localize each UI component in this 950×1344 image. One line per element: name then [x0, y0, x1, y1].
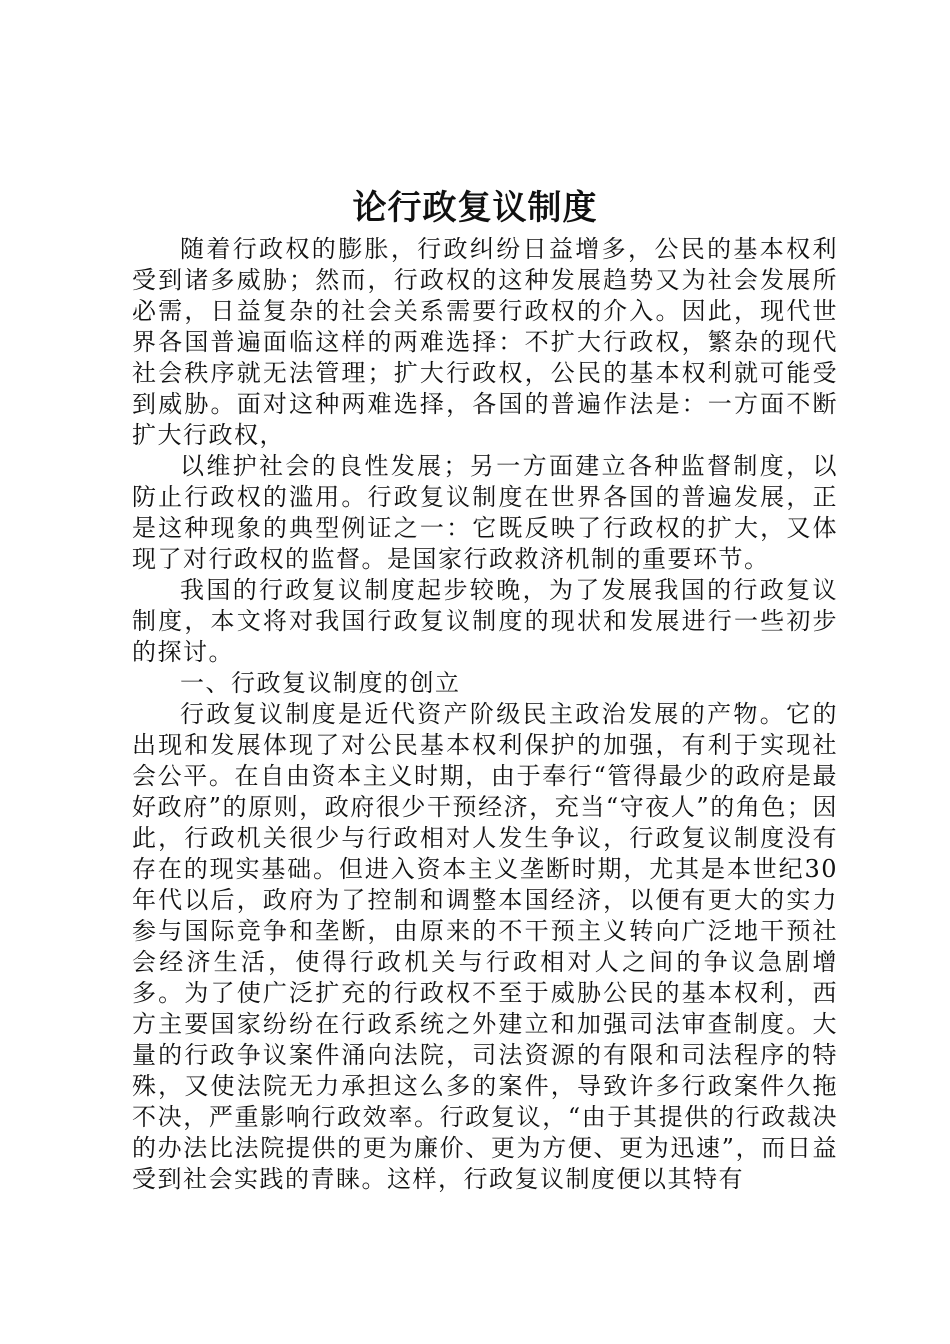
- paragraph-intro: 随着行政权的膨胀，行政纠纷日益增多，公民的基本权利受到诸多威胁；然而，行政权的这种发展趋势又为社会发展所必需，日益复杂的社会关系需要行政权的介入。因此，现代世界各国普遍面临这样的两难选择：不扩大行政权，繁杂的现代社会秩序就无法管理；扩大行政权，公民的基本权利就可能受到威胁。面对这种两难选择，各国的普遍作法是：一方面不断扩大行政权，: [132, 235, 838, 449]
- paragraph-origin: 行政复议制度是近代资产阶级民主政治发展的产物。它的出现和发展体现了对公民基本权利保护的加强，有利于实现社会公平。在自由资本主义时期，由于奉行“管得最少的政府是最好政府”的原则，政府很少干预经济，充当“守夜人”的角色；因此，行政机关很少与行政相对人发生争议，行政复议制度没有存在的现实基础。但进入资本主义垄断时期，尤其是本世纪30年代以后，政府为了控制和调整本国经济，以便有更大的实力参与国际竞争和垄断，由原来的不干预主义转向广泛地干预社会经济生活，使得行政机关与行政相对人之间的争议急剧增多。为了使广泛扩充的行政权不至于威胁公民的基本权利，西方主要国家纷纷在行政系统之外建立和加强司法审查制度。大量的行政争议案件涌向法院，司法资源的有限和司法程序的特殊，又使法院无力承担这么多的案件，导致许多行政案件久拖不决，严重影响行政效率。行政复议，“由于其提供的行政裁决的办法比法院提供的更为廉价、更为方便、更为迅速”，而日益受到社会实践的青睐。这样，行政复议制度便以其特有: [132, 700, 838, 1193]
- paragraph-purpose: 我国的行政复议制度起步较晚，为了发展我国的行政复议制度，本文将对我国行政复议制度的现状和发展进行一些初步的探讨。: [132, 576, 838, 666]
- section-heading: 一、行政复议制度的创立: [180, 669, 461, 697]
- document-title: 论行政复议制度: [352, 188, 598, 228]
- paragraph-continuation: 以维护社会的良性发展；另一方面建立各种监督制度，以防止行政权的滥用。行政复议制度在世界各国的普遍发展，正是这种现象的典型例证之一：它既反映了行政权的扩大，又体现了对行政权的监督。是国家行政救济机制的重要环节。: [132, 452, 838, 573]
- document-body: [132, 234, 838, 1195]
